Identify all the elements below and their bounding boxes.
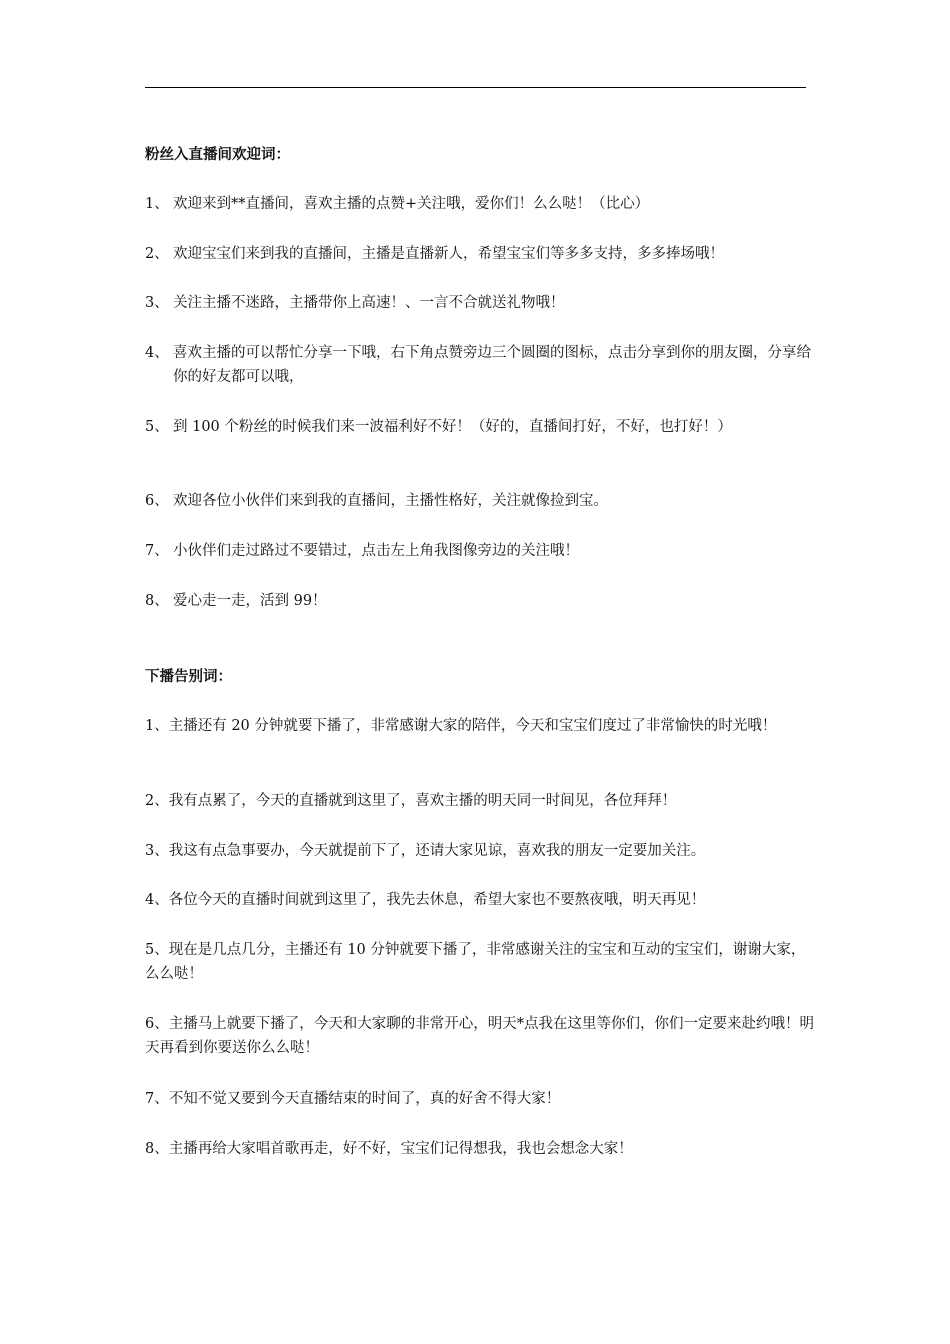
- welcome-item: [145, 291, 813, 315]
- farewell-item: 3、我这有点急事要办，今天就提前下了，还请大家见谅，喜欢我的朋友一定要加关注。: [145, 843, 706, 859]
- farewell-item: 4、各位今天的直播时间就到这里了，我先去休息，希望大家也不要熬夜哦，明天再见！: [145, 892, 706, 908]
- item-text: 爱心走一走，活到 99！: [173, 593, 327, 609]
- welcome-item: [145, 415, 813, 439]
- welcome-item: [145, 242, 813, 266]
- section-title-farewell: 下播告别词：: [145, 668, 232, 685]
- item-number: 2、: [145, 246, 169, 262]
- item-text: 欢迎宝宝们来到我的直播间，主播是直播新人，希望宝宝们等多多支持，多多捧场哦！: [173, 246, 724, 262]
- farewell-item: 1、主播还有 20 分钟就要下播了，非常感谢大家的陪伴，今天和宝宝们度过了非常愉快的时光哦！: [145, 718, 777, 734]
- welcome-item: [145, 489, 813, 513]
- item-number: 8、: [145, 593, 169, 609]
- welcome-item: [145, 341, 813, 389]
- item-text: 小伙伴们走过路过不要错过，点击左上角我图像旁边的关注哦！: [173, 543, 579, 559]
- farewell-item: 7、不知不觉又要到今天直播结束的时间了，真的好舍不得大家！: [145, 1091, 561, 1107]
- farewell-item: 8、主播再给大家唱首歌再走，好不好，宝宝们记得想我，我也会想念大家！: [145, 1141, 633, 1157]
- item-text: 欢迎各位小伙伴们来到我的直播间，主播性格好，关注就像捡到宝。: [173, 493, 608, 509]
- item-number: 6、: [145, 493, 169, 509]
- section-title-welcome: 粉丝入直播间欢迎词：: [145, 146, 290, 163]
- item-number: 4、: [145, 345, 169, 361]
- item-number: 5、: [145, 419, 169, 435]
- item-text: 喜欢主播的可以帮忙分享一下哦，右下角点赞旁边三个圆圈的图标，点击分享到你的朋友圈，分享给你的好友都可以哦，: [173, 345, 811, 385]
- farewell-item: 6、主播马上就要下播了，今天和大家聊的非常开心，明天*点我在这里等你们，你们一定要来赴约哦！明天再看到你要送你么么哒！: [145, 1016, 814, 1056]
- welcome-item: [145, 589, 813, 613]
- item-text: 欢迎来到**直播间，喜欢主播的点赞+关注哦，爱你们！么么哒！（比心）: [173, 196, 650, 212]
- welcome-item: [145, 192, 813, 216]
- farewell-item: 2、我有点累了，今天的直播就到这里了，喜欢主播的明天同一时间见，各位拜拜！: [145, 793, 677, 809]
- item-text: 关注主播不迷路，主播带你上高速！、一言不合就送礼物哦！: [173, 295, 565, 311]
- item-text: 到 100 个粉丝的时候我们来一波福利好不好！（好的，直播间打好，不好，也打好！）: [173, 419, 732, 435]
- item-number: 3、: [145, 295, 169, 311]
- farewell-item: 5、现在是几点几分，主播还有 10 分钟就要下播了，非常感谢关注的宝宝和互动的宝宝们，谢谢大家，么么哒！: [145, 942, 806, 982]
- item-number: 7、: [145, 543, 169, 559]
- item-number: 1、: [145, 196, 169, 212]
- welcome-item: [145, 539, 813, 563]
- header-rule: [145, 87, 806, 88]
